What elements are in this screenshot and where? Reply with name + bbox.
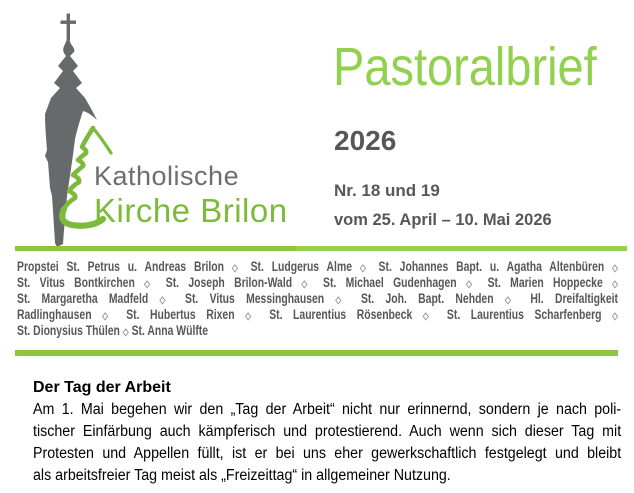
diamond-separator-icon: ◇: [144, 279, 157, 290]
diamond-separator-icon: ◇: [465, 279, 479, 290]
parish-list: [17, 259, 618, 339]
diamond-separator-icon: ◇: [612, 279, 618, 290]
logo-text-kirche-brilon: Kirche Brilon: [94, 192, 288, 229]
parish-list-line: St. Dionysius Thülen ◇ St. Anna Wülfte: [17, 323, 209, 338]
green-divider-top: [15, 246, 627, 251]
diamond-separator-icon: ◇: [612, 263, 618, 274]
diamond-separator-icon: ◇: [612, 311, 618, 322]
diamond-separator-icon: ◇: [159, 295, 174, 306]
parish-list-line: Radlinghausen ◇ St. Hubertus Rixen ◇ St. Laurentius Rösenbeck ◇ St. Laurentius Scharfenberg ◇: [17, 307, 618, 322]
tree-branch-tail: [93, 128, 111, 153]
diamond-separator-icon: ◇: [422, 311, 437, 322]
article-body-line: Protesten und Appellen füllt, ist er bei uns eher gewerkschaftlich festgelegt und bleibt: [33, 445, 622, 462]
parish-list-line: Propstei St. Petrus u. Andreas Brilon ◇ St. Ludgerus Alme ◇ St. Johannes Bapt. u. Agatha Altenbüren ◇: [17, 259, 618, 274]
diamond-separator-icon: ◇: [504, 295, 520, 306]
article-body-line: tischer Einfärbung auch kämpferisch und protestierend. Auch wenn sich dieser Tag mit: [33, 423, 622, 440]
article-body: [33, 399, 621, 487]
logo-text-katholische: Katholische: [94, 161, 240, 191]
diamond-separator-icon: ◇: [335, 295, 350, 306]
spire-silhouette: [45, 37, 97, 246]
article-body-line: Am 1. Mai begehen wir den „Tag der Arbeit“ nicht nur erinnernd, sondern je nach poli-: [33, 401, 622, 418]
diamond-separator-icon: ◇: [122, 327, 129, 338]
article-heading: Der Tag der Arbeit: [33, 379, 171, 396]
page-title: Pastoralbrief: [333, 37, 597, 97]
issue-year: 2026: [334, 125, 397, 156]
green-divider-bottom: [15, 350, 618, 356]
diamond-separator-icon: ◇: [102, 311, 116, 322]
issue-date-range: vom 25. April – 10. Mai 2026: [334, 211, 552, 229]
cross-icon: [67, 14, 70, 41]
diamond-separator-icon: ◇: [301, 279, 314, 290]
diamond-separator-icon: ◇: [231, 263, 243, 274]
article-body-line: als arbeitsfreier Tag meist als „Freizeittag“ in allgemeiner Nutzung.: [33, 467, 451, 484]
issue-number: Nr. 18 und 19: [334, 181, 440, 200]
diamond-separator-icon: ◇: [245, 311, 259, 322]
parish-list-line: St. Vitus Bontkirchen ◇ St. Joseph Brilon-Wald ◇ St. Michael Gudenhagen ◇ St. Marien Hoppecke ◇: [17, 275, 618, 290]
diamond-separator-icon: ◇: [359, 263, 371, 274]
parish-list-line: St. Margaretha Madfeld ◇ St. Vitus Messinghausen ◇ St. Joh. Bapt. Nehden ◇ Hl. Dreifaltigkeit: [17, 291, 618, 306]
